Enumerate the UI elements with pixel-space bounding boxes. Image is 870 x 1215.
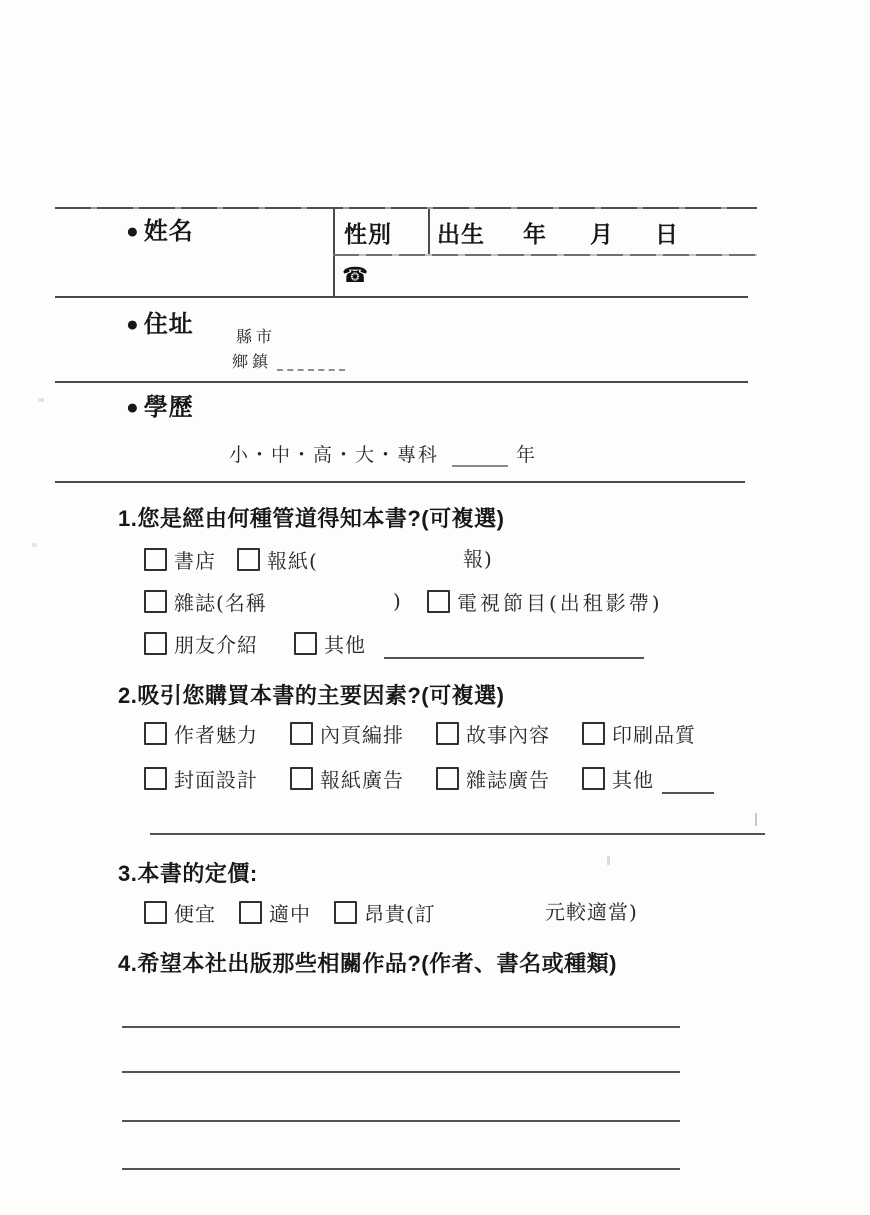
cover-design-label: 封面設計 [174, 768, 258, 792]
option-tv-program [427, 590, 663, 615]
option-cover-design [144, 767, 258, 792]
header-top-rule [55, 207, 757, 209]
name-field-label [126, 218, 194, 246]
address-field-label [126, 311, 194, 339]
education-year-suffix: 年 [516, 444, 536, 466]
q4-answer-line-3[interactable] [122, 1120, 680, 1122]
option-price-cheap [144, 901, 216, 926]
bullet-icon: ● [126, 313, 140, 336]
author-appeal-checkbox[interactable] [144, 722, 167, 745]
newspaper-ad-label: 報紙廣告 [320, 768, 404, 792]
option-magazine-ad [436, 767, 550, 792]
q2-other-label: 其他 [612, 768, 654, 792]
q4-answer-line-2[interactable] [122, 1071, 680, 1073]
price-cheap-label: 便宜 [174, 902, 216, 926]
gender-field-label: 性別 [344, 221, 392, 247]
price-cheap-checkbox[interactable] [144, 901, 167, 924]
option-price-expensive [334, 901, 436, 926]
friend-referral-label: 朋友介紹 [174, 633, 258, 657]
question-4-title: 4.希望本社出版那些相關作品?(作者、書名或種類) [118, 951, 617, 976]
education-field-label [126, 394, 194, 422]
author-appeal-label: 作者魅力 [174, 723, 258, 747]
q1-other-label: 其他 [324, 633, 366, 657]
question-2-title: 2.吸引您購買本書的主要因素?(可複選) [118, 683, 505, 708]
question-3-title: 3.本書的定價: [118, 861, 258, 886]
story-content-checkbox[interactable] [436, 722, 459, 745]
price-expensive-prefix: 昂貴(訂 [364, 902, 436, 926]
option-magazine [144, 590, 267, 615]
story-content-label: 故事內容 [466, 723, 550, 747]
q2-other-checkbox[interactable] [582, 767, 605, 790]
page-layout-label: 內頁編排 [320, 723, 404, 747]
q4-answer-line-1[interactable] [122, 1026, 680, 1028]
name-label-text: 姓名 [143, 218, 194, 245]
magazine-ad-checkbox[interactable] [436, 767, 459, 790]
q2-continuation-write-in-line[interactable] [150, 833, 765, 835]
option-newspaper [237, 548, 318, 573]
birth-year-label: 年 [523, 221, 547, 247]
option-page-layout [290, 722, 404, 747]
newspaper-checkbox[interactable] [237, 548, 260, 571]
option-print-quality [582, 722, 696, 747]
county-city-label: 縣市 [236, 327, 277, 346]
header-mid-rule [333, 254, 757, 256]
newspaper-label-suffix: 報) [463, 547, 493, 571]
q1-other-checkbox[interactable] [294, 632, 317, 655]
magazine-ad-label: 雜誌廣告 [466, 768, 550, 792]
phone-icon: ☎ [342, 264, 369, 287]
bullet-icon: ● [126, 220, 140, 243]
scan-artifact [32, 543, 37, 547]
option-newspaper-ad [290, 767, 404, 792]
option-story-content [436, 722, 550, 747]
friend-referral-checkbox[interactable] [144, 632, 167, 655]
price-expensive-checkbox[interactable] [334, 901, 357, 924]
tv-program-checkbox[interactable] [427, 590, 450, 613]
magazine-checkbox[interactable] [144, 590, 167, 613]
education-years-write-in-line[interactable] [452, 465, 508, 467]
header-bottom-rule [55, 296, 748, 298]
address-label-text: 住址 [143, 311, 194, 338]
bookstore-checkbox[interactable] [144, 548, 167, 571]
birth-month-label: 月 [590, 221, 614, 247]
question-1-title: 1.您是經由何種管道得知本書?(可複選) [118, 506, 505, 531]
cover-design-checkbox[interactable] [144, 767, 167, 790]
township-label: 鄉鎮 [232, 352, 273, 371]
header-divider-name-gender [333, 209, 335, 297]
option-q1-other [294, 632, 366, 657]
option-q2-other [582, 767, 654, 792]
q1-other-write-in-line[interactable] [384, 657, 644, 659]
price-moderate-label: 適中 [269, 902, 311, 926]
bullet-icon: ● [126, 396, 140, 419]
address-bottom-rule [55, 381, 748, 383]
township-write-in-line[interactable] [277, 369, 345, 371]
magazine-label-prefix: 雜誌(名稱 [174, 591, 267, 615]
print-quality-label: 印刷品質 [612, 723, 696, 747]
price-expensive-suffix: 元較適當) [545, 900, 638, 924]
print-quality-checkbox[interactable] [582, 722, 605, 745]
education-levels-label: 小・中・高・大・專科 [229, 444, 440, 466]
option-bookstore [144, 548, 216, 573]
newspaper-label-prefix: 報紙( [267, 549, 318, 573]
header-divider-gender-birth [428, 209, 430, 256]
q4-answer-line-4[interactable] [122, 1168, 680, 1170]
scan-artifact [755, 813, 757, 826]
scan-artifact [607, 856, 610, 865]
option-author-appeal [144, 722, 258, 747]
page-layout-checkbox[interactable] [290, 722, 313, 745]
bookstore-label: 書店 [174, 549, 216, 573]
option-price-moderate [239, 901, 311, 926]
birth-field-label: 出生 [437, 221, 485, 247]
education-bottom-rule [55, 481, 745, 483]
newspaper-ad-checkbox[interactable] [290, 767, 313, 790]
education-label-text: 學歷 [143, 394, 194, 421]
tv-program-label: 電視節目(出租影帶) [457, 591, 663, 615]
birth-day-label: 日 [655, 221, 679, 247]
option-friend-referral [144, 632, 258, 657]
q2-other-write-in-line[interactable] [662, 792, 714, 794]
magazine-label-suffix: ) [393, 589, 402, 613]
scan-artifact [38, 398, 44, 402]
price-moderate-checkbox[interactable] [239, 901, 262, 924]
